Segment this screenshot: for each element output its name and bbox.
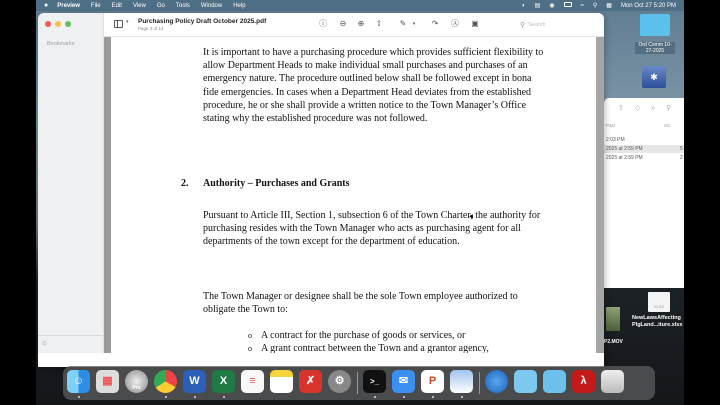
launchpad-icon[interactable]: ▦ — [96, 370, 119, 393]
menu-edit[interactable]: Edit — [111, 2, 122, 9]
xlsx-file-icon[interactable] — [648, 292, 670, 312]
more-icon[interactable]: » — [651, 105, 656, 112]
preview-window — [38, 13, 604, 367]
dock-separator — [357, 372, 358, 394]
finder-row[interactable] — [604, 145, 684, 153]
finder-toolbar — [618, 104, 680, 112]
trash-icon[interactable] — [601, 370, 624, 393]
chevron-down-icon[interactable]: ▾ — [126, 19, 129, 25]
running-indicator — [403, 396, 405, 398]
pdf-page[interactable] — [112, 37, 596, 353]
sidebar-toggle-icon[interactable] — [114, 20, 123, 28]
zoom-out-icon[interactable]: ⊖ — [339, 19, 347, 28]
remote-desktop-icon[interactable]: ✗ — [299, 370, 322, 393]
running-indicator — [165, 396, 167, 398]
downloads-folder-icon[interactable] — [514, 370, 537, 393]
bullet-glyph: o — [248, 344, 252, 353]
info-icon[interactable]: ⓘ — [319, 19, 327, 28]
acrobat-icon[interactable]: λ — [572, 370, 595, 393]
row-date: 2025 at 2:59 PM — [606, 155, 643, 161]
finder-window — [604, 98, 684, 288]
column-date[interactable]: Past — [606, 123, 616, 128]
menu-bar — [36, 0, 684, 11]
preview-icon[interactable] — [450, 370, 473, 393]
keyboard-icon[interactable]: ▤ — [534, 3, 541, 9]
toolbar — [104, 13, 604, 37]
zoom-button[interactable] — [65, 21, 71, 27]
finder-icon[interactable]: ☺ — [67, 370, 90, 393]
wifi-icon[interactable]: ≈ — [580, 2, 584, 9]
folder-icon[interactable] — [640, 14, 670, 36]
desktop-movie-label[interactable]: P2.MOV — [604, 339, 623, 345]
left-scroll-gutter — [104, 37, 111, 353]
search-placeholder: Search — [528, 21, 546, 28]
running-indicator — [223, 396, 225, 398]
chrome-icon[interactable] — [154, 370, 177, 393]
file-label-text: NewLawsAffecting PlgLand...iture.xlsx — [632, 315, 683, 328]
document-title: Purchasing Policy Draft October 2025.pdf — [138, 18, 267, 25]
menu-tools[interactable]: Tools — [175, 2, 190, 9]
desktop-folder-label[interactable]: Ord Comm 10-27-2025 — [635, 42, 675, 54]
system-settings-icon[interactable]: ⚙ — [328, 370, 351, 393]
people-app-icon[interactable]: ✱ — [642, 66, 666, 88]
reminders-icon[interactable]: ≡ — [241, 370, 264, 393]
running-indicator — [461, 396, 463, 398]
tag-icon[interactable]: ◇ — [634, 105, 641, 112]
bullet-list — [248, 329, 578, 353]
window-controls — [45, 21, 75, 27]
sidebar-bookmarks-label: Bookmarks — [47, 41, 75, 47]
row-size: 5 — [680, 146, 683, 152]
google-earth-pro-icon[interactable] — [125, 370, 148, 393]
terminal-icon[interactable]: >_ — [363, 370, 386, 393]
dock-separator — [479, 372, 480, 394]
menu-app-name[interactable]: Preview — [57, 2, 80, 9]
paragraph: The Town Manager or designee shall be the sole Town employee authorized to obligate the Town to: — [203, 291, 518, 316]
row-size: 2 — [680, 155, 683, 161]
divider — [38, 335, 104, 336]
list-item — [248, 329, 578, 342]
vertical-scrollbar[interactable] — [596, 37, 604, 353]
row-date: 2025 at 2:59 PM — [606, 146, 643, 152]
chevron-down-icon[interactable]: ▾ — [412, 21, 416, 27]
running-indicator — [432, 396, 434, 398]
menu-go[interactable]: Go — [156, 2, 165, 9]
rotate-icon[interactable]: ↷ — [431, 19, 439, 28]
control-center-icon[interactable]: ▦ — [606, 3, 612, 9]
notes-icon[interactable] — [270, 370, 293, 393]
search-icon: ⚲ — [520, 21, 526, 29]
form-fill-icon[interactable]: ▣ — [471, 19, 479, 28]
audio-icon[interactable]: ◉ — [549, 3, 555, 9]
spotlight-icon[interactable]: ⚲ — [592, 3, 598, 9]
list-item-text: A contract for the purchase of goods or services, or — [261, 330, 466, 341]
zoom-in-icon[interactable]: ⊕ — [357, 19, 365, 28]
list-item-text: A grant contract between the Town and a grantor agency, — [261, 343, 489, 353]
clock[interactable]: Mon Oct 27 5:20 PM — [620, 2, 676, 9]
pro-badge: Pro — [132, 385, 141, 391]
markup-pen-icon[interactable]: ✎ — [399, 19, 407, 28]
share-icon[interactable]: ⇧ — [618, 105, 624, 112]
finder-row[interactable] — [604, 136, 684, 144]
battery-icon[interactable] — [564, 2, 572, 9]
close-button[interactable] — [45, 21, 51, 27]
desktop-file-label[interactable] — [632, 315, 684, 329]
network-globe-icon[interactable] — [485, 370, 508, 393]
running-indicator — [374, 396, 376, 398]
share-icon[interactable]: ⇧ — [375, 19, 383, 28]
sidebar — [38, 13, 104, 353]
timer-icon[interactable]: ◐ — [522, 2, 526, 9]
status-area — [513, 0, 676, 11]
search-icon[interactable]: ⚲ — [666, 105, 672, 112]
annotate-icon[interactable]: Ⓐ — [451, 19, 459, 28]
menu-window[interactable]: Window — [200, 2, 223, 9]
documents-folder-icon[interactable] — [543, 370, 566, 393]
section-title: Authority – Purchases and Grants — [203, 178, 350, 189]
minimize-button[interactable] — [55, 21, 61, 27]
menu-file[interactable]: File — [90, 2, 101, 9]
excel-icon[interactable]: X — [212, 370, 235, 393]
bullet-glyph: o — [248, 331, 252, 340]
running-indicator — [194, 396, 196, 398]
running-indicator — [78, 396, 80, 398]
list-item — [248, 342, 578, 353]
menu-view[interactable]: View — [132, 2, 146, 9]
paragraph: It is important to have a purchasing procedure which provides sufficient flexibility to allow Department Heads to make individual small purchases and purchases of an emergency nature. The procedure outlined below shall be followed except in bona fide emergencies. In cases when a Department Head deviates from the established procedure, he or she shall provide a written notice to the Town Manager’s Office stating why the established procedure was not followed. — [203, 47, 544, 125]
word-icon[interactable]: W — [183, 370, 206, 393]
movie-thumbnail[interactable] — [606, 307, 620, 331]
row-date: 2:03 PM — [606, 137, 625, 143]
column-size[interactable]: Siz — [664, 123, 671, 128]
file-ext: XLSX — [653, 304, 665, 309]
powerpoint-icon[interactable]: P — [421, 370, 444, 393]
dock — [63, 366, 655, 400]
page-indicator: Page 3 of 14 — [138, 26, 164, 31]
menu-help[interactable]: Help — [233, 2, 246, 9]
search-field[interactable] — [520, 19, 590, 30]
section-number: 2. — [181, 178, 189, 189]
sidebar-options-icon[interactable]: ⊙ — [42, 341, 48, 347]
mail-icon[interactable]: ✉ — [392, 370, 415, 393]
desktop — [36, 0, 684, 405]
paragraph: Pursuant to Article III, Section 1, subsection 6 of the Town Charter, the authority for purchasing resides with the Town Manager who acts as purchasing agent for all departments of the town except for the department of education. — [203, 210, 541, 248]
apple-menu-icon[interactable]: ● — [44, 2, 49, 9]
finder-row[interactable] — [604, 154, 684, 162]
